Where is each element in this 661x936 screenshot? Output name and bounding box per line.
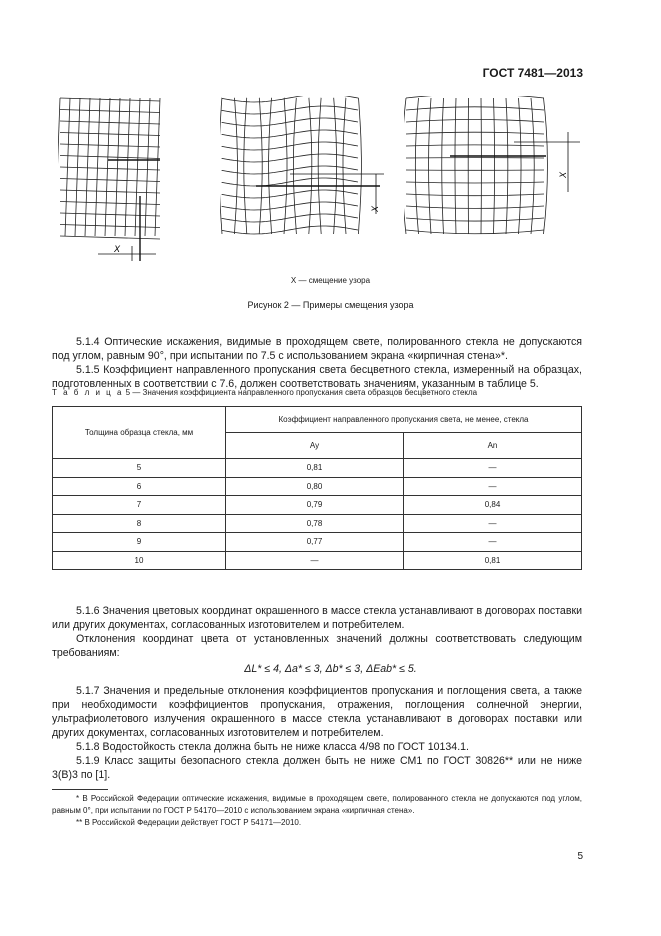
cell-ay: 0,78: [226, 514, 404, 533]
cell-ay: —: [226, 551, 404, 570]
cell-thickness: 6: [53, 477, 226, 496]
document-header: ГОСТ 7481—2013: [482, 66, 583, 80]
x-marker-3: X: [558, 171, 568, 178]
distortion-grid-2: [220, 96, 390, 238]
cell-an: —: [404, 514, 582, 533]
paragraph-5-1-8: 5.1.8 Водостойкость стекла должна быть не ниже класса 4/98 по ГОСТ 10134.1.: [76, 741, 469, 753]
table-row: [53, 477, 582, 496]
paragraph-5-1-5: 5.1.5 Коэффициент направленного пропускания света бесцветного стекла, измеренный на образцах, подготовленных в соответствии с 7.6, должен соответствовать значениям, указанным в таблице 5.: [52, 364, 582, 390]
distortion-grid-3: [404, 96, 584, 238]
transmission-table: [52, 406, 582, 570]
figure-panel-1: [58, 96, 168, 266]
cell-ay: 0,81: [226, 459, 404, 478]
table-label: Т а б л и ц а: [52, 388, 124, 397]
header-an: An: [404, 433, 582, 459]
footnote-divider: [52, 789, 108, 790]
paragraph-5-1-7: 5.1.7 Значения и предельные отклонения коэффициентов пропускания и поглощения света, а также при необходимости коэффициентов пропускания, отражения, поглощения солнечной энергии, ультрафиолетового излучения окрашенного в массе стекла устанавливают в договорах поставки или других документах, согласованных изготовителем и потребителем.: [52, 685, 582, 739]
footnote-2: ** В Российской Федерации действует ГОСТ Р 54171—2010.: [76, 818, 302, 827]
paragraph-5-1-6: 5.1.6 Значения цветовых координат окрашенного в массе стекла устанавливают в договорах поставки или других документах, согласованных изготовителем и потребителем.: [52, 605, 582, 631]
cell-thickness: 7: [53, 496, 226, 515]
cell-an: —: [404, 477, 582, 496]
cell-an: 0,81: [404, 551, 582, 570]
color-tolerance-formula: ΔL* ≤ 4, Δa* ≤ 3, Δb* ≤ 3, ΔEab* ≤ 5.: [244, 663, 417, 675]
section-517-519: [52, 684, 582, 782]
footnote-1: * В Российской Федерации оптические искажения, видимые в проходящем свете, полированного стекла не допускаются под углом, равным 0°, при испытании по ГОСТ Р 54170—2010 с использованием экрана «кирпичная стена».: [52, 794, 582, 815]
table-title: [52, 388, 592, 397]
figure-panel-2: [220, 96, 390, 238]
cell-thickness: 10: [53, 551, 226, 570]
table-row: [53, 496, 582, 515]
figure-panel-3: [404, 96, 584, 238]
paragraph-5-1-6-deviation: Отклонения координат цвета от установленных значений должны соответствовать следующим требованиям:: [52, 633, 582, 659]
cell-an: —: [404, 533, 582, 552]
header-ay: Ay: [226, 433, 404, 459]
table-row: [53, 533, 582, 552]
header-thickness: Толщина образца стекла, мм: [53, 407, 226, 459]
figure-legend: X — смещение узора: [290, 276, 371, 285]
cell-ay: 0,80: [226, 477, 404, 496]
cell-ay: 0,77: [226, 533, 404, 552]
header-group: Коэффициент направленного пропускания света, не менее, стекла: [226, 407, 582, 433]
table-row: [53, 551, 582, 570]
cell-thickness: 5: [53, 459, 226, 478]
cell-thickness: 9: [53, 533, 226, 552]
table-row: [53, 459, 582, 478]
distortion-grid-1: [58, 96, 168, 266]
page-number: 5: [577, 851, 583, 862]
cell-an: —: [404, 459, 582, 478]
cell-thickness: 8: [53, 514, 226, 533]
paragraph-5-1-4: 5.1.4 Оптические искажения, видимые в проходящем свете, полированного стекла не допускаются под углом, равным 90°, при испытании по 7.5 с использованием экрана «кирпичная стена»*.: [52, 336, 582, 362]
table-caption: 5 — Значения коэффициента направленного пропускания света образцов бесцветного стекла: [125, 388, 478, 397]
section-516: [52, 604, 582, 660]
x-marker-1: X: [114, 244, 121, 254]
x-marker-2: X: [370, 205, 380, 212]
paragraph-5-1-9: 5.1.9 Класс защиты безопасного стекла должен быть не ниже СМ1 по ГОСТ 30826** или не ниже 3(B)3 по [1].: [52, 755, 582, 781]
footnotes: [52, 793, 582, 829]
section-514-515: [52, 335, 582, 391]
cell-ay: 0,79: [226, 496, 404, 515]
figure-caption: Рисунок 2 — Примеры смещения узора: [247, 300, 414, 310]
cell-an: 0,84: [404, 496, 582, 515]
table-row: [53, 514, 582, 533]
